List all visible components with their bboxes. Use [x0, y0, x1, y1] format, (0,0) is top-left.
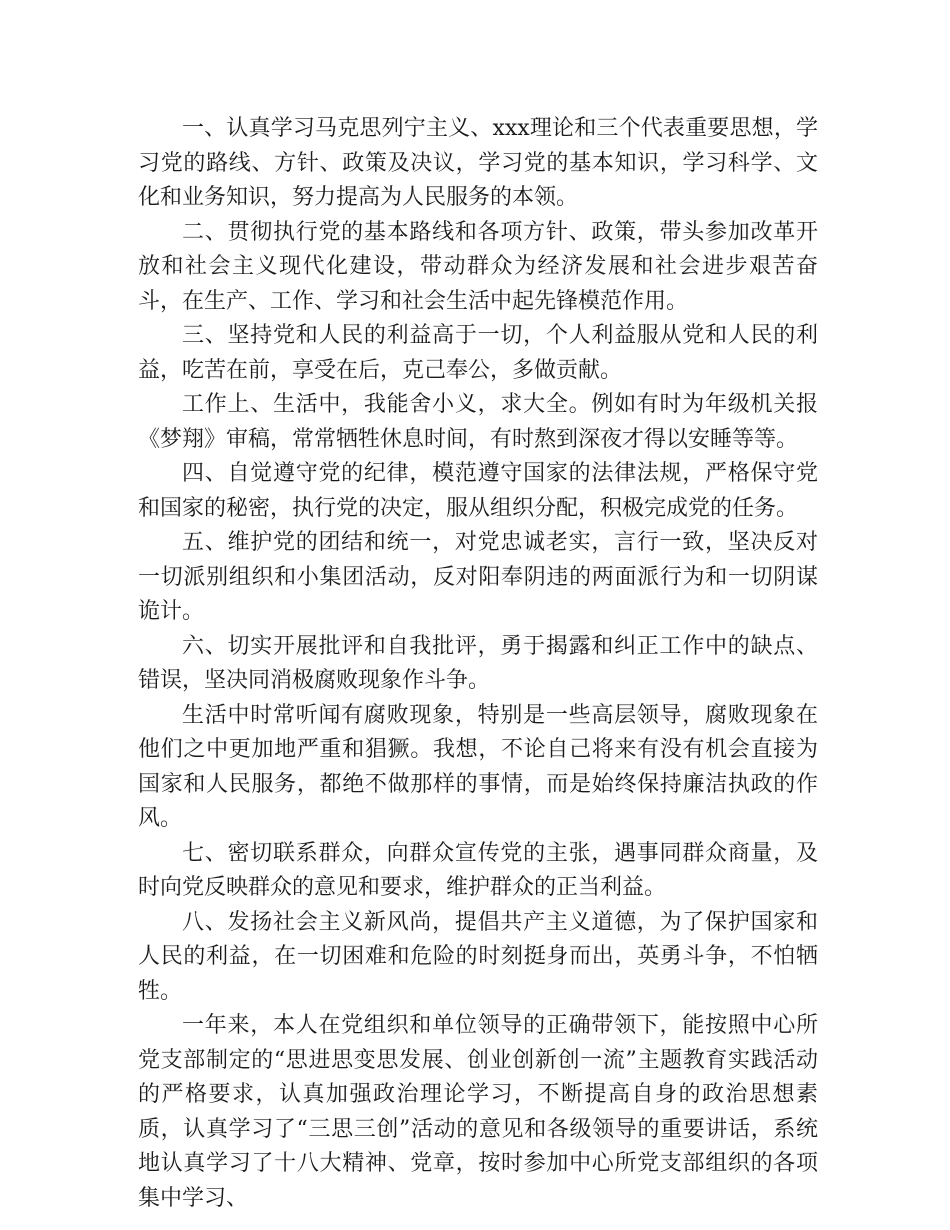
paragraph-1: 一、认真学习马克思列宁主义、xxx理论和三个代表重要思想，学习党的路线、方针、政策及决议，学习党的基本知识，学习科学、文化和业务知识，努力提高为人民服务的本领。 — [138, 116, 818, 210]
document-body — [138, 112, 818, 1216]
paragraph-6: 五、维护党的团结和统一，对党忠诚老实，言行一致，坚决反对一切派别组织和小集团活动，反对阳奉阴违的两面派行为和一切阴谋诡计。 — [138, 530, 818, 624]
paragraph-10: 八、发扬社会主义新风尚，提倡共产主义道德，为了保护国家和人民的利益，在一切困难和危险的时刻挺身而出，英勇斗争，不怕牺牲。 — [138, 909, 818, 1004]
paragraph-3: 三、坚持党和人民的利益高于一切，个人利益服从党和人民的利益，吃苦在前，享受在后，克己奉公，多做贡献。 — [138, 323, 818, 383]
paragraph-11: 一年来，本人在党组织和单位领导的正确带领下，能按照中心所党支部制定的“思进思变思发展、创业创新创一流”主题教育实践活动的严格要求，认真加强政治理论学习，不断提高自身的政治思想素质，认真学习了“三思三创”活动的意见和各级领导的重要讲话，系统地认真学习了十八大精神、党章，按时参加中心所党支部组织的各项集中学习、 — [138, 1013, 818, 1211]
paragraph-7: 六、切实开展批评和自我批评，勇于揭露和纠正工作中的缺点、错误，坚决同消极腐败现象作斗争。 — [138, 633, 818, 693]
paragraph-8: 生活中时常听闻有腐败现象，特别是一些高层领导，腐败现象在他们之中更加地严重和猖獗。我想，不论自己将来有没有机会直接为国家和人民服务，都绝不做那样的事情，而是始终保持廉洁执政的作风。 — [138, 702, 818, 831]
paragraph-9: 七、密切联系群众，向群众宣传党的主张，遇事同群众商量，及时向党反映群众的意见和要求，维护群众的正当利益。 — [138, 840, 818, 900]
paragraph-5: 四、自觉遵守党的纪律，模范遵守国家的法律法规，严格保守党和国家的秘密，执行党的决定，服从组织分配，积极完成党的任务。 — [138, 461, 818, 521]
paragraph-2: 二、贯彻执行党的基本路线和各项方针、政策，带头参加改革开放和社会主义现代化建设，带动群众为经济发展和社会进步艰苦奋斗，在生产、工作、学习和社会生活中起先锋模范作用。 — [138, 219, 818, 314]
paragraph-4: 工作上、生活中，我能舍小义，求大全。例如有时为年级机关报《梦翔》审稿，常常牺牲休息时间，有时熬到深夜才得以安睡等等。 — [138, 392, 818, 452]
